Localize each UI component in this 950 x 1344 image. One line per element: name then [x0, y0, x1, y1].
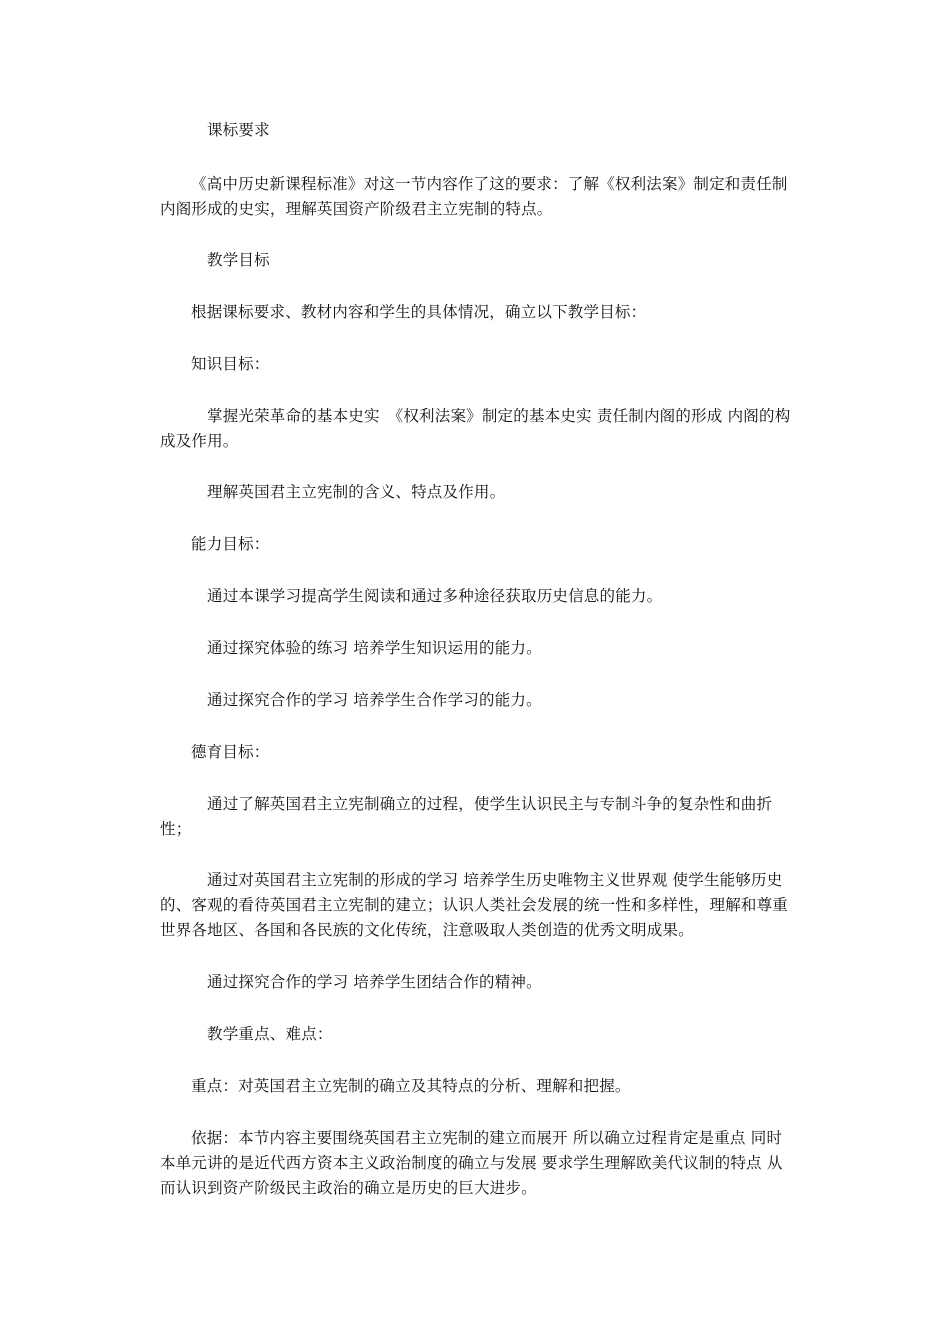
- heading-moral-objectives: 德育目标：: [191, 743, 270, 761]
- paragraph-knowledge-2: 理解英国君主立宪制的含义、特点及作用。: [207, 483, 506, 501]
- paragraph-basis: 依据：本节内容主要围绕英国君主立宪制的建立而展开 所以确立过程肯定是重点 同时本单元讲的是近代西方资本主义政治制度的确立与发展 要求学生理解欧美代议制的特点 从而认识到资产阶级民主政治的确立是历史的巨大进步。: [160, 1129, 783, 1197]
- heading-ability-objectives: 能力目标：: [191, 535, 270, 553]
- heading-knowledge-objectives: 知识目标：: [191, 355, 270, 373]
- heading-curriculum-requirements: 课标要求: [207, 121, 270, 139]
- paragraph-ability-2: 通过探究体验的练习 培养学生知识运用的能力。: [207, 639, 542, 657]
- paragraph-ability-1: 通过本课学习提高学生阅读和通过多种途径获取历史信息的能力。: [207, 587, 663, 605]
- paragraph-knowledge-1: 掌握光荣革命的基本史实 《权利法案》制定的基本史实 责任制内阁的形成 内阁的构成及作用。: [160, 407, 791, 450]
- paragraph-objectives-intro: 根据课标要求、教材内容和学生的具体情况，确立以下教学目标：: [191, 303, 647, 321]
- paragraph-curriculum-standard: 《高中历史新课程标准》对这一节内容作了这的要求：了解《权利法案》制定和责任制内阁形成的史实，理解英国资产阶级君主立宪制的特点。: [160, 175, 788, 218]
- paragraph-moral-2: 通过对英国君主立宪制的形成的学习 培养学生历史唯物主义世界观 使学生能够历史的、客观的看待英国君主立宪制的建立；认识人类社会发展的统一性和多样性，理解和尊重世界各地区、各国和各民族的文化传统，注意吸取人类创造的优秀文明成果。: [160, 871, 789, 939]
- paragraph-moral-3: 通过探究合作的学习 培养学生团结合作的精神。: [207, 973, 542, 991]
- paragraph-moral-1: 通过了解英国君主立宪制确立的过程，使学生认识民主与专制斗争的复杂性和曲折性；: [160, 795, 773, 838]
- heading-teaching-objectives: 教学目标: [207, 251, 270, 269]
- paragraph-ability-3: 通过探究合作的学习 培养学生合作学习的能力。: [207, 691, 542, 709]
- paragraph-key-point: 重点：对英国君主立宪制的确立及其特点的分析、理解和把握。: [191, 1077, 631, 1095]
- heading-key-points: 教学重点、难点：: [207, 1025, 333, 1043]
